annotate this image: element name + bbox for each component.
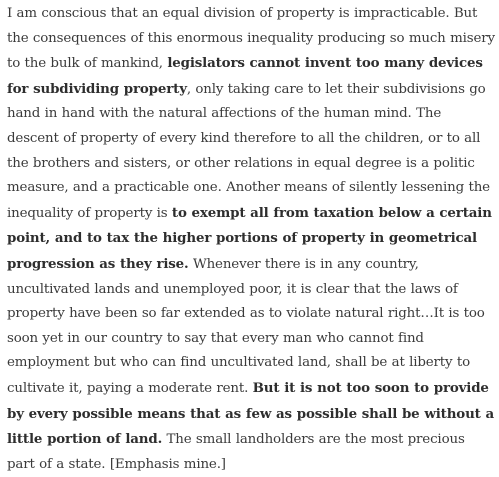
text-segment: , only taking care to let their subdivisions go hand in hand with the natural affections of the human mind. The descent of property of every kind therefore to all the children, or to all the brothers and sisters, or other relations in equal degree is a politic measure, and a practicable one. Another means of silently lessening the inequality of property is [7, 81, 490, 221]
text-segment: Whenever there is in any country, uncultivated lands and unemployed poor, it is clear that the laws of property have been so far extended as to violate natural right…It is too soon yet in our country to say that every man who cannot find employment but who can find uncultivated land, shall be at liberty to cultivate it, paying a moderate rent. [7, 256, 485, 396]
emphasized-text: legislators cannot invent too many devices for subdividing property [7, 55, 483, 97]
quote-paragraph [7, 2, 495, 477]
text-segment: The small landholders are the most precious part of a state. [Emphasis mine.] [7, 432, 465, 472]
emphasized-text: to exempt all from taxation below a certain point, and to tax the higher portions of property in geometrical progression as they rise. [7, 204, 492, 272]
text-segment: I am conscious that an equal division of property is impracticable. But the consequences of this enormous inequality producing so much misery to the bulk of mankind, [7, 6, 495, 72]
emphasized-text: But it is not too soon to provide by every possible means that as few as possible shall be without a little portion of land. [7, 379, 495, 448]
